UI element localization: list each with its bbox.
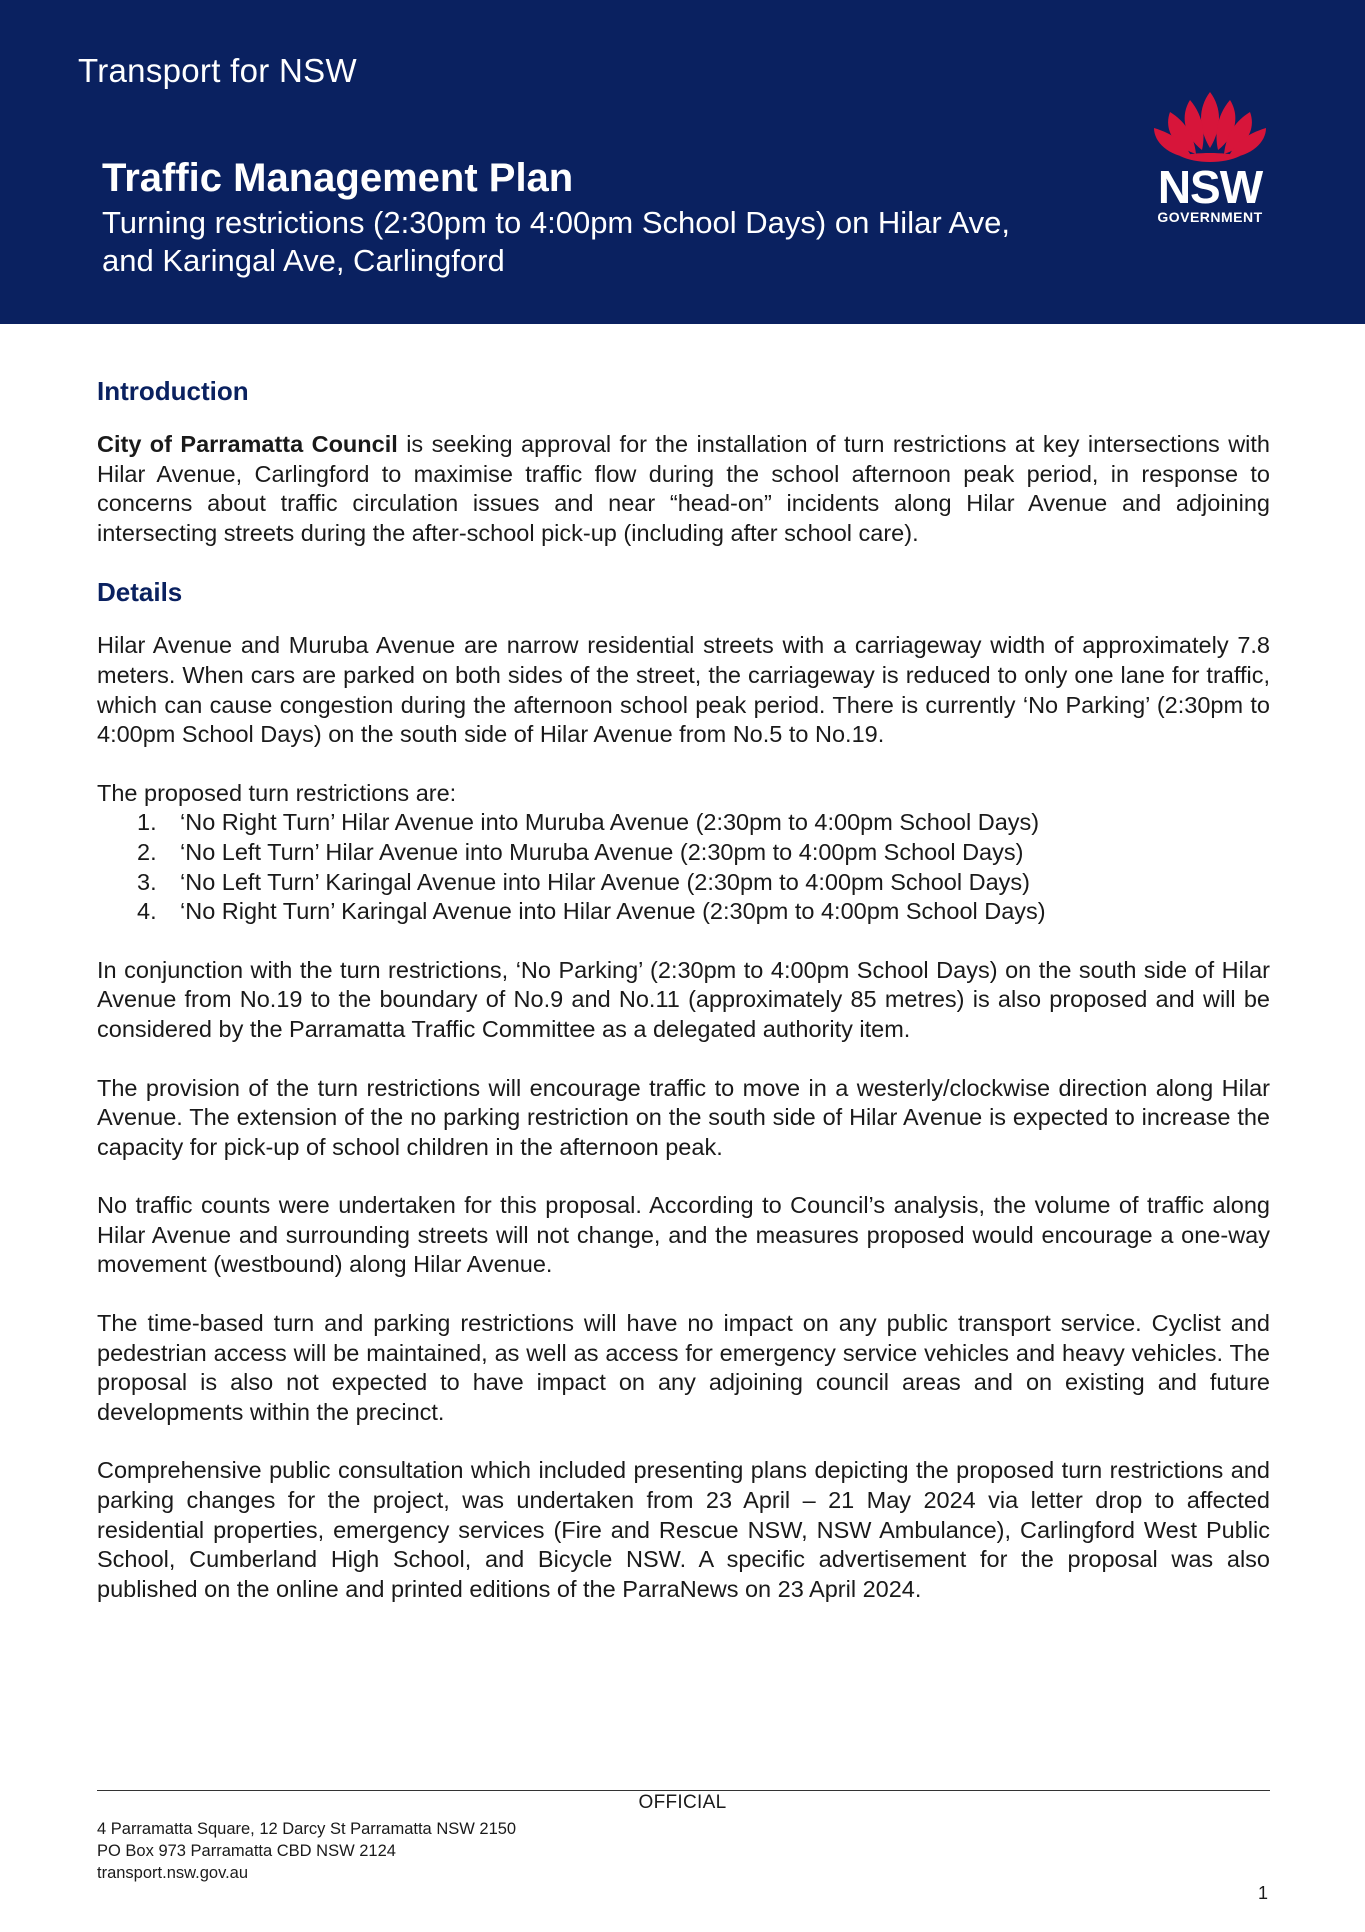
list-item	[97, 897, 1270, 927]
footer-divider	[97, 1790, 1270, 1791]
details-heading: Details	[97, 577, 183, 608]
details-paragraph-6: Comprehensive public consultation which included presenting plans depicting the proposed turn restrictions and parking changes for the project, was undertaken from 23 April – 21 May 2024 via letter drop to affected residential properties, emergency services (Fire and Rescue NSW, NSW Ambulance), Carlingford West Public School, Cumberland High School, and Bicycle NSW. A specific advertisement for the proposal was also published on the online and printed editions of the ParraNews on 23 April 2024.	[97, 1457, 1270, 1602]
address-line-1: 4 Parramatta Square, 12 Darcy St Parramatta NSW 2150	[97, 1820, 517, 1838]
address-line-2: PO Box 973 Parramatta CBD NSW 2124	[97, 1842, 396, 1860]
page-number: 1	[1258, 1883, 1269, 1903]
logo-government-text: GOVERNMENT	[1157, 209, 1263, 225]
page-subtitle	[102, 204, 1102, 280]
page-title: Traffic Management Plan	[102, 156, 574, 200]
footer-address	[97, 1818, 516, 1884]
document-body	[97, 376, 1270, 1633]
details-paragraph-4: No traffic counts were undertaken for this proposal. According to Council’s analysis, the volume of traffic along Hilar Avenue and surrounding streets will not change, and the measures proposed would encourage a one-way movement (westbound) along Hilar Avenue.	[97, 1192, 1270, 1278]
restrictions-list	[97, 808, 1270, 926]
classification-label: OFFICIAL	[638, 1792, 727, 1813]
nsw-government-logo	[1140, 88, 1280, 238]
restrictions-intro: The proposed turn restrictions are:	[97, 779, 457, 806]
org-name: Transport for NSW	[78, 52, 357, 89]
logo-nsw-text: NSW	[1157, 161, 1263, 213]
list-number: 3.	[137, 868, 157, 895]
subtitle-line-1: Turning restrictions (2:30pm to 4:00pm School Days) on Hilar Ave,	[102, 205, 1011, 240]
waratah-icon	[1140, 88, 1280, 164]
list-text: ‘No Left Turn’ Karingal Avenue into Hilar Avenue (2:30pm to 4:00pm School Days)	[180, 868, 1030, 895]
list-text: ‘No Right Turn’ Hilar Avenue into Muruba Avenue (2:30pm to 4:00pm School Days)	[180, 809, 1040, 836]
introduction-text: is seeking approval for the installation of turn restrictions at key intersections with Hilar Avenue, Carlingford to maximise traffic flow during the school afternoon peak period, in response to concerns about traffic circulation issues and near “head-on” incidents along Hilar Avenue and adjoining intersecting streets during the after-school pick-up (including after school care).	[97, 431, 1270, 546]
details-paragraph-2: In conjunction with the turn restrictions, ‘No Parking’ (2:30pm to 4:00pm School Days) on the south side of Hilar Avenue from No.19 to the boundary of No.9 and No.11 (approximately 85 metres) is also proposed and will be considered by the Parramatta Traffic Committee as a delegated authority item.	[97, 956, 1270, 1042]
list-text: ‘No Right Turn’ Karingal Avenue into Hilar Avenue (2:30pm to 4:00pm School Days)	[180, 898, 1046, 925]
header-banner	[0, 0, 1365, 324]
list-item	[97, 838, 1270, 868]
list-item	[97, 808, 1270, 838]
introduction-paragraph	[97, 430, 1270, 548]
list-number: 2.	[137, 838, 157, 865]
list-number: 4.	[137, 898, 157, 925]
list-number: 1.	[137, 809, 157, 836]
council-name: City of Parramatta Council	[97, 431, 398, 457]
list-text: ‘No Left Turn’ Hilar Avenue into Muruba Avenue (2:30pm to 4:00pm School Days)	[180, 838, 1024, 865]
list-item	[97, 868, 1270, 898]
details-paragraph-3: The provision of the turn restrictions will encourage traffic to move in a westerly/clockwise direction along Hilar Avenue. The extension of the no parking restriction on the south side of Hilar Avenue is expected to increase the capacity for pick-up of school children in the afternoon peak.	[97, 1074, 1270, 1160]
subtitle-line-2: and Karingal Ave, Carlingford	[102, 243, 505, 278]
details-paragraph-5: The time-based turn and parking restrictions will have no impact on any public transport service. Cyclist and pedestrian access will be maintained, as well as access for emergency service vehicles and heavy vehicles. The proposal is also not expected to have impact on any adjoining council areas and on existing and future developments within the precinct.	[97, 1310, 1270, 1425]
introduction-heading: Introduction	[97, 376, 249, 406]
website-link[interactable]: transport.nsw.gov.au	[97, 1864, 249, 1882]
details-paragraph-1: Hilar Avenue and Muruba Avenue are narrow residential streets with a carriageway width of approximately 7.8 meters. When cars are parked on both sides of the street, the carriageway is reduced to only one lane for traffic, which can cause congestion during the afternoon school peak period. There is currently ‘No Parking’ (2:30pm to 4:00pm School Days) on the south side of Hilar Avenue from No.5 to No.19.	[97, 632, 1270, 748]
